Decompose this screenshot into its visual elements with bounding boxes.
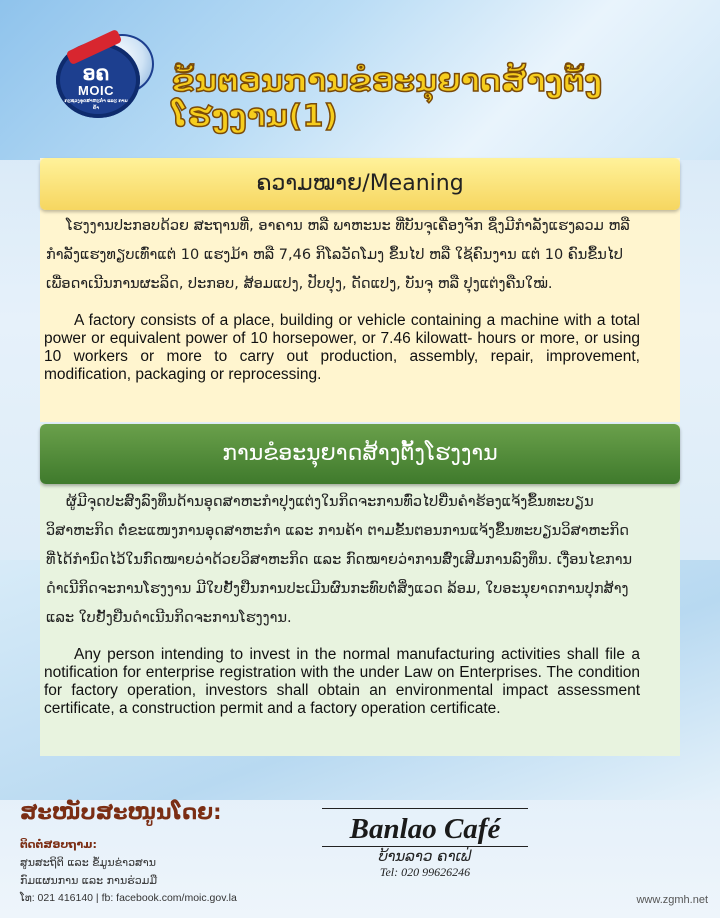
contact-info: ໂທ: 021 416140 | fb: facebook.com/moic.gov.la: [20, 892, 237, 904]
contact-label: ຕິດຕໍ່ສອບຖາມ:: [20, 838, 97, 851]
permit-heading: ການຂໍອະນຸຍາດສ້າງຕັ້ງໂຮງງານ: [222, 441, 498, 466]
logo-ministry: ກະຊວງອຸດສາຫະກຳ ແລະ ການຄ້າ: [64, 98, 128, 111]
cafe-lao-name: ບ້ານລາວ ຄາເຟ່: [378, 847, 472, 865]
watermark: www.zgmh.net: [636, 894, 708, 906]
sponsor-title: ສະໜັບສະໜູນໂດຍ:: [20, 800, 222, 824]
logo-lao: ອຄ: [82, 63, 110, 85]
logo-abbr: MOIC: [78, 83, 114, 98]
meaning-header: [40, 158, 680, 210]
meaning-english-text: A factory consists of a place, building or vehicle containing a machine with a total power or equivalent power of 10 horsepower, or 7.46 kilowatt- hours or more, or using 10 workers or more to carry out production, assembly, repair, improvement, modification, packaging or reprocessing.: [44, 312, 640, 383]
divider: [322, 808, 528, 809]
logo-text: [64, 64, 128, 112]
contact-block: [20, 836, 157, 890]
contact-line-2: ກົມແຜນການ ແລະ ການຮ່ວມມື: [20, 874, 158, 887]
cafe-logo: [318, 808, 532, 880]
permit-lao-text: ຜູ້ມີຈຸດປະສົງລົງທຶນດ້ານອຸດສາຫະກຳປຸງແຕ່ງໃນກິດຈະການທົ່ວໄປຍື່ນຄຳຮ້ອງແຈ້ງຂຶ້ນທະບຽນວິສາຫະກິດ ຕໍ່ຂະແໜງການອຸດສາຫະກຳ ແລະ ການຄ້າ ຕາມຂັ້ນຕອນການແຈ້ງຂຶ້ນທະບຽນວິສາຫະກິດ ທີ່ໄດ້ກຳນົດໄວ້ໃນກົດໝາຍວ່າດ້ວຍວິສາຫະກິດ ແລະ ກົດໝາຍວ່າການສົ່ງເສີມການລົງທຶນ. ເງື່ອນໄຂການດຳເນີກິດຈະການໂຮງງານ ມີໃບຢັ້ງຢືນການປະເມີນຜົນກະທົບຕໍ່ສິ່ງແວດ ລ້ອມ, ໃບອະນຸຍາດການປຸກສ້າງ ແລະ ໃບຢັ້ງຢືນດຳເນີນກິດຈະການໂຮງງານ.: [46, 494, 633, 626]
cafe-phone: Tel: 020 99626246: [379, 865, 471, 879]
meaning-lao-text: ໂຮງງານປະກອບດ້ວຍ ສະຖານທີ່, ອາຄານ ຫລື ພາຫະນະ ທີ່ບັນຈຸເຄື່ອງຈັກ ຊຶ່ງມີກຳລັງແຮງລວມ ຫລື ກຳລັງແຮງທຽບເທົ່າແຕ່ 10 ແຮງມ້າ ຫລື 7,46 ກິໂລວັດໂມງ ຂຶ້ນໄປ ຫລື ໃຊ້ຄົນງານ ແຕ່ 10 ຄົນຂຶ້ນໄປ ເພື່ອດາເນີນການຜະລິດ, ປະກອບ, ສ້ອມແປງ, ປັບປຸງ, ດັດແປງ, ບັນຈຸ ຫລື ປຸງແຕ່ງຄືນໃໝ່.: [46, 218, 630, 292]
permit-english-text: Any person intending to invest in the normal manufacturing activities shall file a notification for enterprise registration with the under Law on Enterprises. The condition for factory operation, investors shall obtain an environmental impact assessment certificate, a construction permit and a factory operation certificate.: [44, 646, 640, 717]
page-title: ຂັ້ນຕອນການຂໍອະນຸຍາດສ້າງຕັ້ງໂຮງງານ(1): [172, 64, 603, 134]
cafe-name: Banlao Café: [349, 813, 501, 845]
moic-logo: [52, 34, 156, 120]
permit-header: [40, 424, 680, 484]
meaning-heading: ຄວາມໝາຍ/Meaning: [256, 171, 464, 196]
contact-line-1: ສູນສະຖິຕິ ແລະ ຂໍ້ມູນຂ່າວສານ: [20, 856, 156, 869]
